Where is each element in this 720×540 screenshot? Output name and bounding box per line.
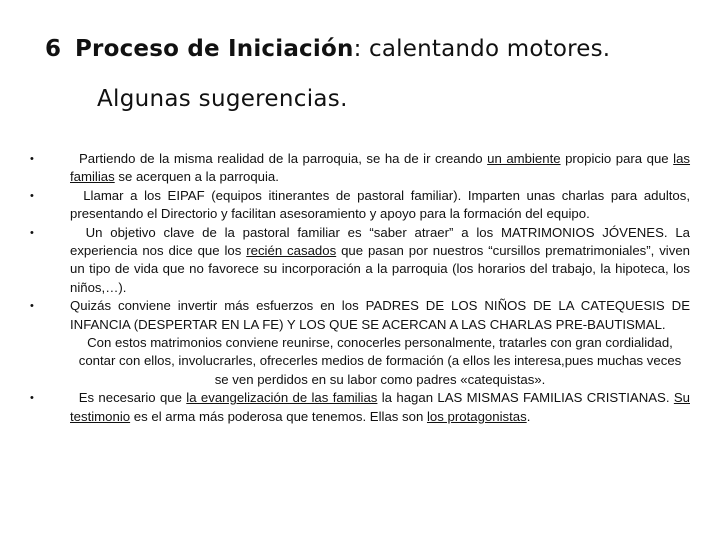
list-item (30, 150, 690, 187)
title-bold: Proceso de Iniciación (75, 36, 354, 62)
bullet-icon: • (30, 189, 34, 202)
list-item (30, 389, 690, 426)
follow-up-paragraph: Con estos matrimonios conviene reunirse, conocerles personalmente, tratarles con gran cordialidad, contar con ellos, involucrarles, ofrecerles medios de formación (a ellos les interesa,pues muchas veces se ven perdidos en su labor como padres «catequistas». (78, 335, 682, 387)
bullet-text: Quizás conviene invertir más esfuerzos en los PADRES DE LOS NIÑOS DE LA CATEQUESIS DE INFANCIA (DESPERTAR EN LA FE) Y LOS QUE SE ACERCAN A LAS CHARLAS PRE-BAUTISMAL. (70, 298, 690, 332)
bullet-text: Partiendo de la misma realidad de la parroquia, se ha de ir creando un ambiente propicio para que las familias se acerquen a la parroquia. (70, 151, 691, 185)
bullet-text: Llamar a los EIPAF (equipos itinerantes de pastoral familiar). Imparten unas charlas para adultos, presentando el Directorio y facilitan asesoramiento y apoyo para la formación del equipo. (70, 187, 691, 222)
list-item (30, 297, 690, 334)
bullet-icon: • (30, 226, 34, 239)
slide-subtitle: Algunas sugerencias. (97, 86, 348, 112)
list-item (30, 187, 690, 224)
bullet-text: Es necesario que la evangelización de las familias la hagan LAS MISMAS FAMILIAS CRISTIANAS. Su testimonio es el arma más poderosa que tenemos. Ellas son los protagonistas. (70, 390, 690, 424)
bullet-icon: • (30, 392, 34, 405)
list-item (30, 224, 690, 298)
bullet-icon: • (30, 300, 34, 313)
bullet-icon: • (30, 153, 34, 165)
title-rest: : calentando motores. (353, 36, 611, 62)
section-number: 6 (45, 36, 62, 62)
bullet-text: Un objetivo clave de la pastoral familiar es “saber atraer” a los MATRIMONIOS JÓVENES. La experiencia nos dice que los recién casados que pasan por nuestros “cursillos prematrimoniales”, viven un tipo de vida que no favorece su incorporación a la parroquia (los horarios del trabajo, la hipoteca, los niños,…). (70, 224, 690, 295)
bullet-list (30, 150, 690, 426)
slide-title (45, 36, 610, 62)
